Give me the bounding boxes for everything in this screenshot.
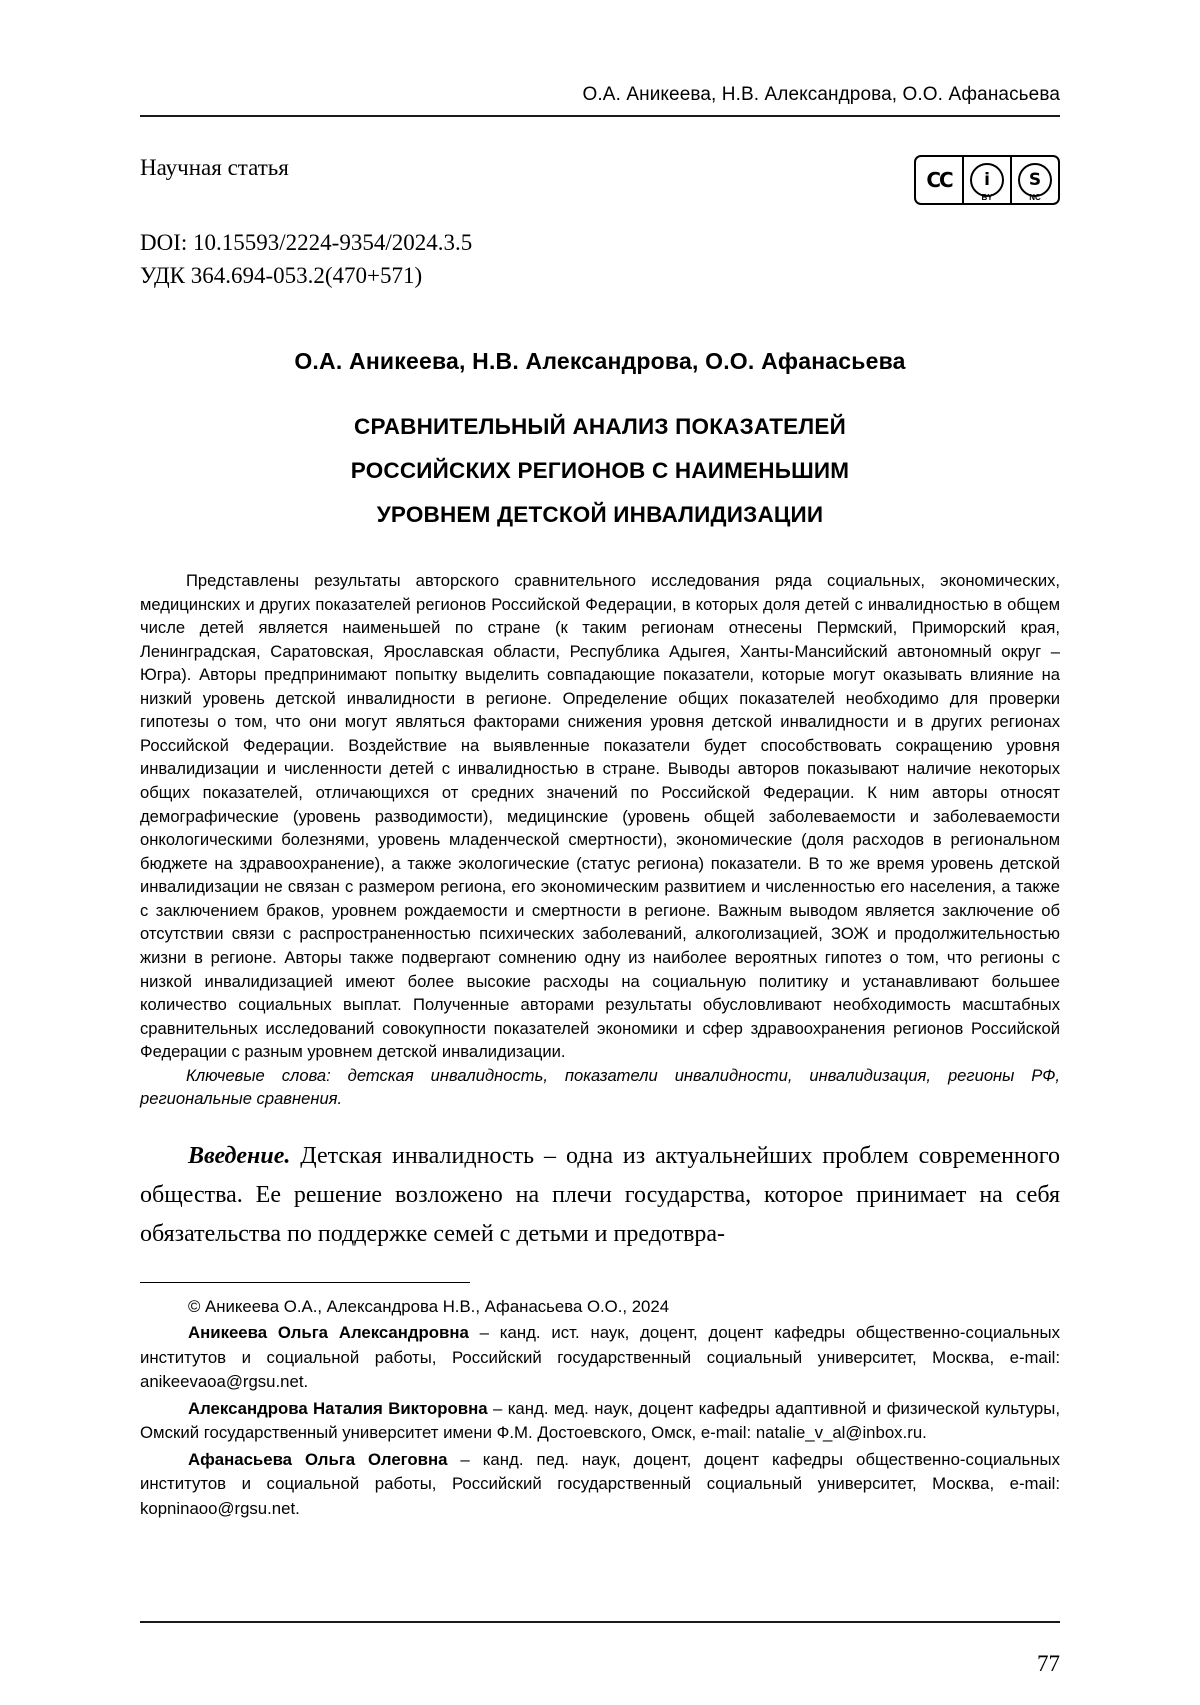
header-divider <box>140 115 1060 117</box>
identifiers <box>140 227 1060 292</box>
keywords-value: детская инвалидность, показатели инвалидности, инвалидизация, регионы РФ, региональные сравнения. <box>140 1065 1060 1109</box>
author-note-1 <box>140 1321 1060 1395</box>
author-3-name: Афанасьева Ольга Олеговна <box>188 1449 448 1469</box>
title-line-3: УРОВНЕМ ДЕТСКОЙ ИНВАЛИДИЗАЦИИ <box>376 502 824 528</box>
cc-by-icon <box>964 157 1012 203</box>
author-1-name: Аникеева Ольга Александровна <box>188 1323 469 1343</box>
article-type-row <box>140 155 1060 205</box>
cc-nc-icon <box>1012 157 1058 203</box>
cc-logo-icon <box>916 157 964 203</box>
introduction-paragraph <box>140 1137 1060 1254</box>
cc-nc-label: NC <box>1029 193 1041 202</box>
udk: УДК 364.694-053.2(470+571) <box>140 262 423 288</box>
copyright-line: © Аникеева О.А., Александрова Н.В., Афанасьева О.О., 2024 <box>188 1296 670 1316</box>
article-title <box>140 405 1060 537</box>
page-number: 77 <box>1037 1651 1060 1676</box>
footnote-block <box>140 1295 1060 1522</box>
cc-nc-glyph: S <box>1018 163 1052 197</box>
footnote-divider <box>140 1282 470 1283</box>
author-3-info: – канд. пед. наук, доцент, доцент кафедры общественно-социальных институтов и социальной работы, Российский государственный социальный университет, Москва, e-mail: kopninaoo@rgsu.net. <box>140 1449 1060 1518</box>
author-2-info: – канд. мед. наук, доцент кафедры адаптивной и физической культуры, Омский государственный университет имени Ф.М. Достоевского, Омск, e-mail: natalie_v_al@inbox.ru. <box>140 1398 1060 1443</box>
author-note-2 <box>140 1397 1060 1446</box>
abstract: Представлены результаты авторского сравнительного исследования ряда социальных, экономических, медицинских и других показателей регионов Российской Федерации, в которых доля детей с инвалидностью в общем числе детей является наименьшей по стране (к таким регионам отнесены Пермский, Приморский края, Ленинградская, Саратовская, Ярославская области, Республика Адыгея, Ханты-Мансийский автономный округ – Югра). Авторы предпринимают попытку выделить совпадающие показатели, которые могут оказывать влияние на низкий уровень детской инвалидности в регионе. Определение общих показателей необходимо для проверки гипотезы о том, что они могут являться факторами снижения уровня детской инвалидности и в других регионах Российской Федерации. Воздействие на выявленные показатели будет способствовать сокращению уровня инвалидизации и численности детей с инвалидностью в стране. Выводы авторов показывают наличие некоторых общих показателей, отличающихся от средних значений по Российской Федерации. К ним авторы относят демографические (уровень разводимости), медицинские (уровень общей заболеваемости и заболеваемости онкологическими болезнями, уровень младенческой смертности), экономические (доля расходов в региональном бюджете на здравоохранение), а также экологические (статус региона) показатели. В то же время уровень детской инвалидизации не связан с размером региона, его экономическим развитием и численностью его населения, а также с заключением браков, уровнем рождаемости и смертности в регионе. Важным выводом является заключение об отсутствии связи с распространенностью психических заболеваний, алкоголизацией, ЗОЖ и продолжительностью жизни в регионе. Авторы также подвергают сомнению одну из наиболее вероятных гипотез о том, что регионы с низкой инвалидизацией имеют более высокие расходы на социальную политику и устанавливают большее количество социальных выплат. Полученные авторами результаты обусловливают необходимость масштабных сравнительных исследований совокупности показателей экономики и сфер здравоохранения регионов Российской Федерации с разным уровнем детской инвалидизации. <box>140 570 1060 1062</box>
title-line-1: СРАВНИТЕЛЬНЫЙ АНАЛИЗ ПОКАЗАТЕЛЕЙ <box>354 414 846 440</box>
title-line-2: РОССИЙСКИХ РЕГИОНОВ С НАИМЕНЬШИМ <box>350 458 850 484</box>
author-2-name: Александрова Наталия Викторовна <box>188 1398 488 1418</box>
keywords-label: Ключевые слова: <box>186 1065 331 1085</box>
article-type: Научная статья <box>140 155 289 180</box>
section-heading: Введение. <box>188 1142 291 1169</box>
creative-commons-badge <box>914 155 1060 205</box>
footer-divider <box>140 1621 1060 1623</box>
keywords <box>140 1064 1060 1111</box>
running-head: О.А. Аникеева, Н.В. Александрова, О.О. Афанасьева <box>582 84 1060 105</box>
author-note-3 <box>140 1448 1060 1522</box>
cc-by-label: BY <box>981 193 993 202</box>
cc-by-glyph: i <box>970 163 1004 197</box>
authors-line: О.А. Аникеева, Н.В. Александрова, О.О. Афанасьева <box>294 348 906 375</box>
introduction-text: Детская инвалидность – одна из актуальнейших проблем современного общества. Ее решение возложено на плечи государства, которое принимает на себя обязательства по поддержке семей с детьми и предотвра- <box>140 1142 1060 1247</box>
cc-logo-text: CC <box>926 168 952 192</box>
doi: DOI: 10.15593/2224-9354/2024.3.5 <box>140 230 473 255</box>
author-1-info: – канд. ист. наук, доцент, доцент кафедры общественно-социальных институтов и социальной работы, Российский государственный социальный университет, Москва, e-mail: anikeevaoa@rgsu.net. <box>140 1323 1060 1392</box>
